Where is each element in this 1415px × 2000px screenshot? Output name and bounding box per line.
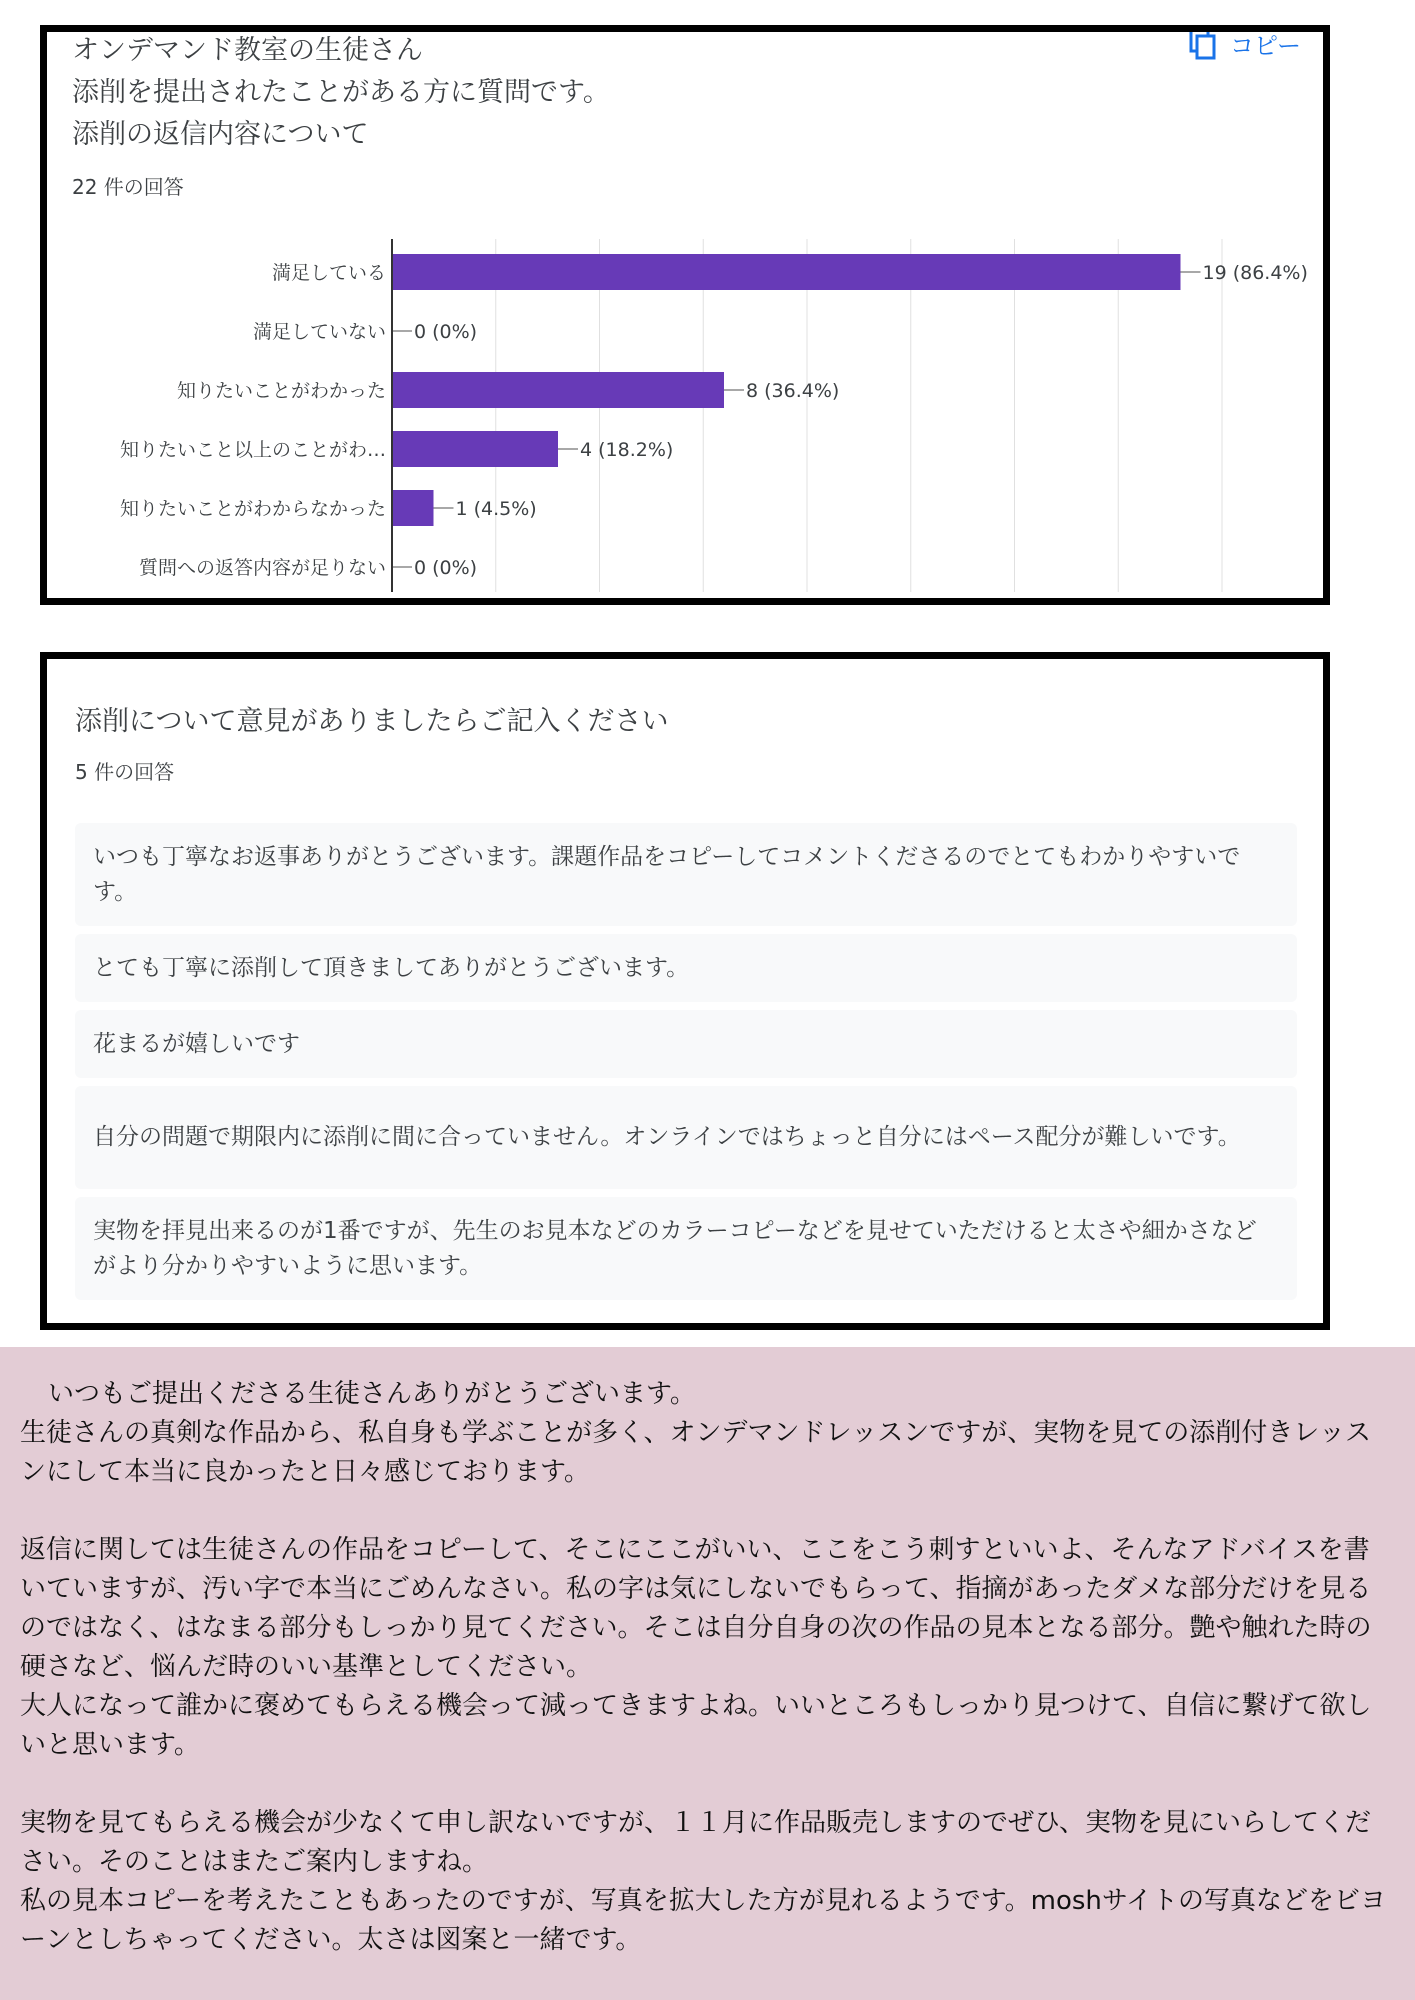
category-label: 質問への返答内容が足りない bbox=[138, 557, 386, 579]
answer-item: 自分の問題で期限内に添削に間に合っていません。オンラインではちょっと自分にはペース配分が難しいです。 bbox=[75, 1086, 1297, 1189]
value-label: 8 (36.4%) bbox=[746, 380, 840, 402]
note-paragraph: 実物を見てもらえる機会が少なくて申し訳ないですが、１１月に作品販売しますのでぜひ、実物を見にいらしてください。そのことはまたご案内しますね。 bbox=[20, 1808, 1371, 1877]
bar bbox=[392, 254, 1181, 290]
note-paragraph: 生徒さんの真剣な作品から、私自身も学ぶことが多く、オンデマンドレッスンですが、実物を見ての添削付きレッスンにして本当に良かったと日々感じております。 bbox=[20, 1418, 1371, 1487]
category-label: 満足していない bbox=[252, 321, 386, 343]
bar-chart bbox=[47, 32, 1323, 598]
note-paragraph: いつもご提出くださる生徒さんありがとうございます。 bbox=[48, 1379, 696, 1409]
teacher-note bbox=[0, 1347, 1415, 2000]
answer-item: いつも丁寧なお返事ありがとうございます。課題作品をコピーしてコメントくださるのでとてもわかりやすいです。 bbox=[75, 823, 1297, 926]
answer-item: とても丁寧に添削して頂きましてありがとうございます。 bbox=[75, 934, 1297, 1002]
question-title-line-2: 添削を提出されたことがある方に質問です。 bbox=[72, 77, 610, 108]
note-paragraph: 大人になって誰かに褒めてもらえる機会って減ってきますよね。いいところもしっかり見つけて、自信に繋げて欲しいと思います。 bbox=[20, 1691, 1372, 1760]
note-paragraph: 返信に関しては生徒さんの作品をコピーして、そこにここがいい、ここをこう刺すといいよ、そんなアドバイスを書いていますが、汚い字で本当にごめんなさい。私の字は気にしないでもらって、指摘があったダメな部分だけを見るのではなく、はなまる部分もしっかり見てください。そこは自分自身の次の作品の見本となる部分。艶や触れた時の硬さなど、悩んだ時のいい基準としてください。 bbox=[20, 1535, 1372, 1682]
category-label: 知りたいこと以上のことがわ… bbox=[119, 439, 386, 461]
question-title-line-1: オンデマンド教室の生徒さん bbox=[72, 35, 423, 66]
value-label: 1 (4.5%) bbox=[455, 498, 537, 520]
chart-card bbox=[40, 25, 1330, 605]
answers-list bbox=[75, 823, 1297, 1308]
bar bbox=[392, 431, 558, 467]
value-label: 19 (86.4%) bbox=[1202, 262, 1308, 284]
comments-question-title: 添削について意見がありましたらご記入ください bbox=[75, 706, 669, 737]
comments-response-count: 5 件の回答 bbox=[75, 760, 175, 784]
response-count: 22 件の回答 bbox=[72, 175, 184, 199]
category-label: 知りたいことがわかった bbox=[176, 380, 386, 402]
answer-item: 実物を拝見出来るのが1番ですが、先生のお見本などのカラーコピーなどを見せていただけると太さや細かさなどがより分かりやすいように思います。 bbox=[75, 1197, 1297, 1300]
comments-card bbox=[40, 652, 1330, 1330]
value-label: 4 (18.2%) bbox=[580, 439, 674, 461]
note-paragraph: 私の見本コピーを考えたこともあったのですが、写真を拡大した方が見れるようです。moshサイトの写真などをビヨーンとしちゃってください。太さは図案と一緒です。 bbox=[20, 1886, 1387, 1955]
category-label: 満足している bbox=[271, 262, 386, 284]
value-label: 0 (0%) bbox=[414, 321, 478, 343]
question-title-line-3: 添削の返信内容について bbox=[72, 119, 369, 150]
copy-label: コピー bbox=[1229, 32, 1301, 60]
category-label: 知りたいことがわからなかった bbox=[119, 498, 386, 520]
bar bbox=[392, 490, 434, 526]
bar bbox=[392, 372, 724, 408]
value-label: 0 (0%) bbox=[414, 557, 478, 579]
answer-item: 花まるが嬉しいです bbox=[75, 1010, 1297, 1078]
